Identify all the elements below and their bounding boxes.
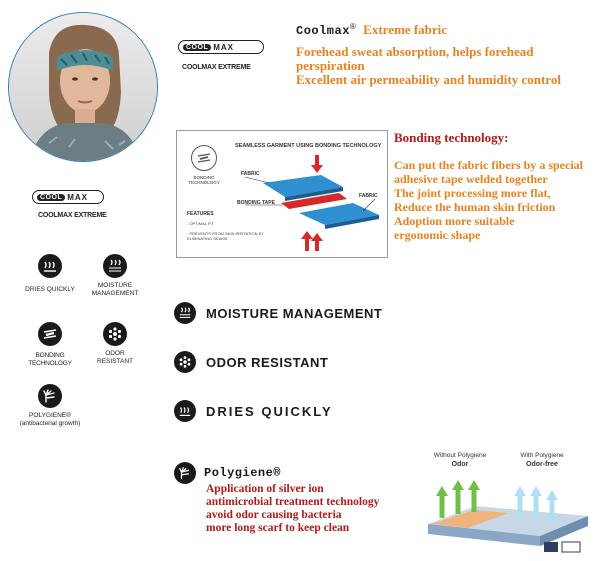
odor-icon <box>174 351 196 373</box>
bonding-label: BONDING TECHNOLOGY <box>28 352 72 367</box>
coolmax-logo-dark: COOL <box>183 44 211 51</box>
polygiene-sublabel: (antibacterial growth) <box>19 420 81 427</box>
feature-dries-label: DRIES QUICKLY <box>206 403 333 419</box>
bonding-line-3: Reduce the human skin friction <box>394 200 556 214</box>
dries-quickly-icon <box>174 400 196 422</box>
feature-odor <box>174 351 328 373</box>
model-portrait <box>8 12 158 162</box>
bonding-line-2: The joint processing more flat, <box>394 186 551 200</box>
polygiene-description <box>206 483 416 535</box>
with-polygiene-sub: Odor-free <box>526 461 558 468</box>
polygiene-line-2: antimicrobial treatment technology <box>206 496 380 508</box>
coolmax-logo <box>178 40 264 54</box>
polygiene-hand-icon <box>38 384 62 408</box>
coolmax-title: Extreme fabric <box>363 22 448 37</box>
bonding-title: Bonding technology: <box>394 130 509 145</box>
odor-comparison-diagram <box>416 452 596 556</box>
moisture-icon <box>103 254 127 278</box>
odor-icon <box>103 322 127 346</box>
moisture-icon <box>174 302 196 324</box>
polygiene-line-3: avoid odor causing bacteria <box>206 509 342 521</box>
coolmax-extreme-badge-left <box>32 190 107 219</box>
diagram-fabric-right: FABRIC <box>359 193 378 199</box>
polygiene-line-4: more long scarf to keep clean <box>206 522 350 534</box>
diagram-icon-label: BONDING TECHNOLOGY <box>188 175 220 185</box>
polygiene-hand-icon <box>174 462 196 484</box>
feature-odor-label: ODOR RESISTANT <box>206 354 329 370</box>
coolmax-brand: Coolmax <box>296 24 350 38</box>
bonding-line-4: Adoption more suitable ergonomic shape <box>394 214 515 242</box>
diagram-feature-2: - PREVENTS FROM SKIN IRRITATION BY ELIMINATING SEAMS <box>187 231 264 241</box>
coolmax-registered: ® <box>349 22 356 31</box>
diagram-bonding-icon <box>191 145 217 171</box>
coolmax-extreme-caption: COOLMAX EXTREME <box>182 64 251 71</box>
coolmax-line-2: Excellent air permeability and humidity control <box>296 72 561 87</box>
coolmax-logo-left-light: MAX <box>67 192 89 202</box>
model-photo <box>9 13 157 161</box>
odor-label: ODOR RESISTANT <box>97 350 133 365</box>
coolmax-description <box>296 19 592 87</box>
feature-moisture <box>174 302 382 324</box>
polygiene-header <box>174 462 281 484</box>
odor-fabric-illustration <box>416 472 596 556</box>
left-icon-dries-quickly <box>20 254 80 294</box>
coolmax-logo-left-dark: COOL <box>37 194 65 201</box>
left-icon-moisture <box>82 254 148 298</box>
feature-dries <box>174 400 333 422</box>
coolmax-left-caption: COOLMAX EXTREME <box>38 212 107 219</box>
coolmax-logo-light: MAX <box>213 42 235 52</box>
coolmax-extreme-badge-top <box>178 40 264 71</box>
bonding-description <box>394 130 594 242</box>
dries-quickly-label: DRIES QUICKLY <box>25 286 75 293</box>
diagram-feature-1: - OPTIMAL FIT <box>187 221 214 226</box>
without-polygiene-title: Without Polygiene <box>433 452 487 459</box>
polygiene-title: Polygiene® <box>204 466 282 480</box>
diagram-features-title: FEATURES <box>187 211 214 217</box>
with-polygiene-title: With Polygiene <box>520 452 564 459</box>
bonding-diagram <box>176 130 388 258</box>
feature-moisture-label: MOISTURE MANAGEMENT <box>206 305 383 321</box>
coolmax-logo-left <box>32 190 104 204</box>
moisture-label: MOISTURE MANAGEMENT <box>91 282 139 297</box>
bonding-icon <box>38 322 62 346</box>
bonding-line-1: Can put the fabric fibers by a special adhesive tape welded together <box>394 158 583 186</box>
dries-quickly-icon <box>38 254 62 278</box>
left-icon-odor <box>82 322 148 366</box>
coolmax-line-1: Forehead sweat absorption, helps forehead perspiration <box>296 44 534 73</box>
without-polygiene-sub: Odor <box>451 461 469 468</box>
diagram-bonding-tape: BONDING TAPE <box>237 200 275 206</box>
left-icon-polygiene <box>6 384 94 428</box>
diagram-title: SEAMLESS GARMENT USING BONDING TECHNOLOGY <box>235 143 382 149</box>
polygiene-line-1: Application of silver ion <box>206 483 324 495</box>
diagram-fabric-left: FABRIC <box>241 171 260 177</box>
polygiene-label: POLYGIENE® <box>29 412 71 419</box>
left-icon-bonding <box>14 322 86 368</box>
